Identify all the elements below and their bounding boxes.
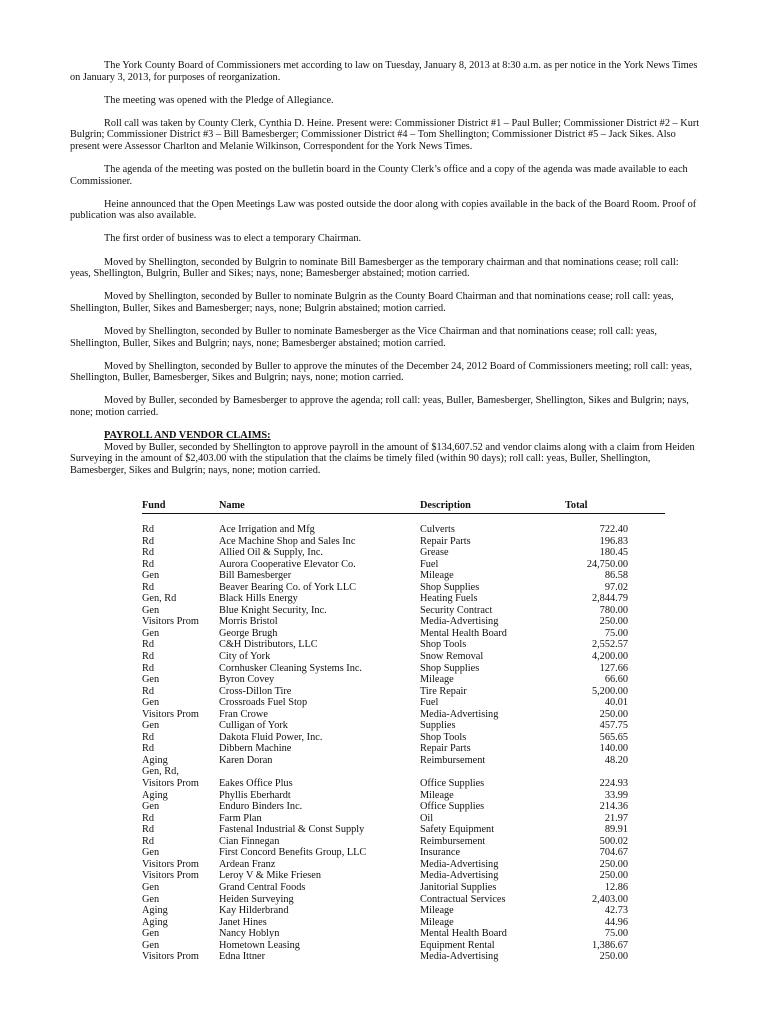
cell-fund: Visitors Prom [142, 778, 199, 790]
cell-description: Security Contract [420, 604, 493, 616]
cell-fund: Gen [142, 570, 160, 582]
cell-fund: Rd [142, 581, 155, 593]
cell-fund: Visitors Prom [142, 708, 199, 720]
cell-fund: Visitors Prom [142, 870, 199, 882]
cell-total: 75.00 [604, 627, 628, 639]
table-row [142, 709, 672, 721]
minutes-paragraph: Moved by Shellington, seconded by Buller to approve the minutes of the December 24, 2012 Board of Commissioners meeting; roll call: yeas, Shellington, Buller, Bamesberger, Sikes and Bulgrin; nays, none; motion carried. [70, 360, 692, 384]
cell-fund: Rd [142, 731, 155, 743]
cell-description: Reimbursement [420, 835, 486, 847]
table-row [142, 836, 672, 848]
table-row [142, 524, 672, 536]
cell-total: 2,403.00 [591, 893, 628, 905]
cell-total: 127.66 [599, 662, 628, 674]
table-row [142, 536, 672, 548]
table-row [142, 928, 672, 940]
cell-fund: Rd [142, 524, 155, 535]
cell-total: 140.00 [599, 743, 628, 755]
cell-description: Media-Advertising [420, 616, 499, 628]
cell-fund: Gen [142, 720, 160, 732]
minutes-paragraph: Moved by Shellington, seconded by Bulgrin to nominate Bill Bamesberger as the temporary chairman and that nominations cease; roll call: yeas, Shellington, Bulgrin, Buller and Sikes; nays, none; Bamesberger abstained; motion carried. [70, 256, 679, 280]
cell-name: Cross-Dillon Tire [219, 685, 292, 697]
cell-total: 4,200.00 [591, 651, 628, 663]
cell-description: Mileage [420, 916, 454, 928]
table-header [142, 500, 665, 514]
minutes-paragraph: Moved by Buller, seconded by Bamesberger to approve the agenda; roll call: yeas, Buller, Bamesberger, Shellington, Sikes and Bulgrin; nays, none; motion carried. [70, 395, 689, 418]
cell-total: 565.65 [599, 731, 628, 743]
cell-total: 42.73 [604, 905, 628, 917]
cell-fund: Aging [142, 916, 168, 928]
cell-name: Ardean Franz [219, 858, 276, 870]
header-description: Description [420, 500, 471, 511]
cell-description: Media-Advertising [420, 870, 499, 882]
cell-fund: Rd [142, 651, 155, 663]
cell-total: 457.75 [599, 720, 628, 732]
cell-description: Fuel [420, 697, 439, 709]
cell-total: 224.93 [599, 778, 628, 790]
table-row [142, 720, 672, 732]
cell-name: Farm Plan [219, 812, 262, 824]
cell-fund: Gen, Rd, [142, 766, 179, 778]
cell-total: 40.01 [604, 697, 628, 709]
minutes-body [70, 60, 702, 488]
cell-total: 44.96 [604, 916, 628, 928]
cell-name: City of York [219, 651, 271, 663]
cell-fund: Rd [142, 547, 155, 559]
table-row [142, 651, 672, 663]
minutes-paragraph: The meeting was opened with the Pledge of Allegiance. [104, 94, 334, 106]
minutes-paragraph: Heine announced that the Open Meetings Law was posted outside the door along with copies available in the back of the Board Room. Proof of publication was also available. [70, 198, 697, 222]
cell-fund: Aging [142, 789, 168, 801]
cell-fund: Gen [142, 604, 160, 616]
table-row [142, 559, 672, 571]
cell-name: Cian Finnegan [219, 835, 280, 847]
cell-total: 89.91 [604, 824, 628, 836]
header-name: Name [219, 500, 245, 511]
cell-total: 704.67 [599, 847, 628, 859]
cell-description: Grease [420, 547, 449, 559]
cell-fund: Rd [142, 662, 155, 674]
cell-fund: Gen [142, 801, 160, 813]
cell-fund: Rd [142, 685, 155, 697]
cell-description: Contractual Services [420, 893, 506, 905]
cell-total: 180.45 [599, 547, 628, 559]
cell-description: Janitorial Supplies [420, 881, 497, 893]
table-row [142, 790, 672, 802]
cell-name: Fran Crowe [219, 708, 268, 720]
cell-description: Mental Health Board [420, 928, 507, 940]
cell-name: Morris Bristol [219, 616, 278, 628]
cell-total: 2,552.57 [591, 639, 628, 651]
cell-fund: Gen [142, 881, 160, 893]
cell-name: George Brugh [219, 627, 278, 639]
cell-name: Beaver Bearing Co. of York LLC [219, 581, 356, 593]
cell-fund: Gen [142, 928, 160, 940]
cell-fund: Gen [142, 674, 160, 686]
table-row [142, 905, 672, 917]
cell-total: 250.00 [599, 616, 628, 628]
cell-description: Shop Supplies [420, 662, 480, 674]
cell-total: 250.00 [599, 858, 628, 870]
cell-description: Equipment Rental [420, 939, 495, 951]
cell-description: Shop Tools [420, 731, 467, 743]
cell-description: Repair Parts [420, 535, 471, 547]
cell-description: Media-Advertising [420, 708, 499, 720]
cell-name: Cornhusker Cleaning Systems Inc. [219, 662, 362, 674]
cell-total: 780.00 [599, 604, 628, 616]
cell-description: Oil [420, 812, 434, 824]
cell-description: Office Supplies [420, 778, 485, 790]
cell-description: Fuel [420, 558, 439, 570]
cell-total: 21.97 [604, 812, 628, 824]
table-row [142, 547, 672, 559]
cell-fund: Rd [142, 558, 155, 570]
cell-total: 250.00 [599, 951, 628, 963]
cell-total: 12.86 [604, 881, 628, 893]
table-row [142, 743, 672, 755]
cell-description: Safety Equipment [420, 824, 495, 836]
cell-total: 75.00 [604, 928, 628, 940]
table-row [142, 847, 672, 859]
table-row [142, 917, 672, 929]
table-row [142, 940, 672, 952]
cell-total: 86.58 [604, 570, 628, 582]
table-row [142, 686, 672, 698]
cell-description: Shop Tools [420, 639, 467, 651]
cell-fund: Gen [142, 939, 160, 951]
cell-name: C&H Distributors, LLC [219, 639, 318, 651]
cell-fund: Visitors Prom [142, 616, 199, 628]
cell-fund: Gen [142, 627, 160, 639]
minutes-paragraph: Moved by Shellington, seconded by Buller to nominate Bulgrin as the County Board Chairman and that nominations cease; roll call: yeas, Shellington, Buller, Sikes and Bamesberger; nays, none; Bulgrin abstained; motion carried. [70, 291, 674, 314]
table-row [142, 813, 672, 825]
cell-name: Enduro Binders Inc. [219, 801, 303, 813]
cell-fund: Rd [142, 835, 155, 847]
cell-name: Blue Knight Security, Inc. [219, 604, 327, 616]
cell-name: Grand Central Foods [219, 881, 306, 893]
cell-description: Mileage [420, 570, 454, 582]
table-row [142, 570, 672, 582]
cell-name: Phyllis Eberhardt [219, 789, 291, 801]
cell-fund: Rd [142, 639, 155, 651]
table-row [142, 628, 672, 640]
cell-total: 97.02 [604, 581, 628, 593]
cell-total: 196.83 [599, 535, 628, 547]
cell-description: Media-Advertising [420, 858, 499, 870]
cell-description: Media-Advertising [420, 951, 499, 963]
cell-total: 722.40 [599, 524, 628, 535]
cell-description: Tire Repair [420, 685, 467, 697]
cell-description: Mileage [420, 789, 454, 801]
cell-total: 214.36 [599, 801, 628, 813]
cell-name: Fastenal Industrial & Const Supply [219, 824, 365, 836]
table-row [142, 824, 672, 836]
cell-name: Black Hills Energy [219, 593, 298, 605]
table-row [142, 732, 672, 744]
table-row [142, 894, 672, 906]
cell-description: Repair Parts [420, 743, 471, 755]
cell-name: Byron Covey [219, 674, 275, 686]
table-row [142, 882, 672, 894]
cell-name: Hometown Leasing [219, 939, 300, 951]
cell-description: Insurance [420, 847, 461, 859]
cell-total: 1,386.67 [591, 939, 628, 951]
table-row [142, 778, 672, 790]
cell-fund: Visitors Prom [142, 951, 199, 963]
header-total: Total [565, 500, 588, 511]
table-row [142, 755, 672, 767]
cell-total: 66.60 [604, 674, 628, 686]
cell-fund: Rd [142, 743, 155, 755]
table-row [142, 674, 672, 686]
cell-total: 2,844.79 [591, 593, 628, 605]
table-row [142, 663, 672, 675]
vendor-claims-table [142, 500, 672, 963]
cell-fund: Aging [142, 905, 168, 917]
table-row [142, 951, 672, 963]
table-row [142, 582, 672, 594]
cell-name: Aurora Cooperative Elevator Co. [219, 558, 356, 570]
cell-fund: Visitors Prom [142, 858, 199, 870]
table-row [142, 766, 672, 778]
cell-name: Edna Ittner [219, 951, 266, 963]
cell-name: Janet Hines [219, 916, 267, 928]
table-row [142, 616, 672, 628]
cell-fund: Rd [142, 812, 155, 824]
minutes-paragraph: The first order of business was to elect a temporary Chairman. [104, 233, 362, 245]
cell-name: Bill Bamesberger [219, 570, 292, 582]
cell-description: Office Supplies [420, 801, 485, 813]
cell-description: Supplies [420, 720, 456, 732]
cell-name: Leroy V & Mike Friesen [219, 870, 322, 882]
minutes-paragraph: Moved by Shellington, seconded by Buller to nominate Bamesberger as the Vice Chairman and that nominations cease; roll call: yeas, Shellington, Buller, Sikes and Bulgrin; nays, none; Bamesberger abstained; motion carried. [70, 325, 657, 349]
table-row [142, 605, 672, 617]
cell-name: Crossroads Fuel Stop [219, 697, 308, 709]
cell-name: First Concord Benefits Group, LLC [219, 847, 367, 859]
cell-description: Shop Supplies [420, 581, 480, 593]
cell-name: Eakes Office Plus [219, 778, 293, 790]
cell-name: Dakota Fluid Power, Inc. [219, 731, 323, 743]
cell-fund: Aging [142, 754, 168, 766]
minutes-paragraph: The York County Board of Commissioners met according to law on Tuesday, January 8, 2013 at 8:30 a.m. as per notice in the York News Times on January 3, 2013, for purposes of reorganization. [70, 60, 698, 83]
cell-fund: Gen [142, 893, 160, 905]
table-row [142, 639, 672, 651]
table-row [142, 593, 672, 605]
cell-description: Mileage [420, 674, 454, 686]
table-row [142, 697, 672, 709]
minutes-paragraph: Roll call was taken by County Clerk, Cynthia D. Heine. Present were: Commissioner District #1 – Paul Buller; Commissioner District #2 – Kurt Bulgrin; Commissioner District #3 – Bill Bamesberger; Commissioner District #4 – Tom Shellington; Commissioner District #5 – Jack Sikes. Also present were Assessor Charlton and Melanie Wilkinson, Correspondent for the York News Times. [70, 117, 700, 152]
section-heading: PAYROLL AND VENDOR CLAIMS: [104, 429, 271, 441]
cell-name: Heiden Surveying [219, 893, 294, 905]
cell-description: Snow Removal [420, 651, 484, 663]
cell-fund: Gen [142, 847, 160, 859]
minutes-paragraph: The agenda of the meeting was posted on the bulletin board in the County Clerk’s office and a copy of the agenda was made available to each Commissioner. [70, 164, 688, 187]
cell-description: Reimbursement [420, 754, 486, 766]
table-row [142, 870, 672, 882]
cell-fund: Rd [142, 824, 155, 836]
cell-total: 48.20 [604, 754, 628, 766]
cell-name: Nancy Hoblyn [219, 928, 280, 940]
cell-fund: Gen [142, 697, 160, 709]
cell-name: Karen Doran [219, 754, 273, 766]
cell-total: 250.00 [599, 870, 628, 882]
cell-name: Kay Hilderbrand [219, 905, 289, 917]
cell-fund: Rd [142, 535, 155, 547]
cell-name: Dibbern Machine [219, 743, 292, 755]
cell-total: 5,200.00 [591, 685, 628, 697]
cell-total: 24,750.00 [586, 558, 628, 570]
cell-fund: Gen, Rd [142, 593, 177, 605]
minutes-paragraph: Moved by Buller, seconded by Shellington to approve payroll in the amount of $134,607.52 and vendor claims along with a claim from Heiden Surveying in the amount of $2,403.00 with the stipulation that the claims be timely filed (within 90 days); roll call: yeas, Buller, Shellington, Bamesberger, Sikes and Bulgrin; nays, none; motion carried. [70, 441, 695, 476]
cell-description: Heating Fuels [420, 593, 478, 605]
cell-description: Mental Health Board [420, 627, 507, 639]
table-body [142, 524, 672, 963]
cell-description: Culverts [420, 524, 455, 535]
cell-total: 250.00 [599, 708, 628, 720]
cell-name: Ace Irrigation and Mfg [219, 524, 315, 535]
cell-total: 500.02 [599, 835, 628, 847]
table-row [142, 859, 672, 871]
cell-description: Mileage [420, 905, 454, 917]
header-fund: Fund [142, 500, 166, 511]
cell-name: Culligan of York [219, 720, 288, 732]
cell-name: Ace Machine Shop and Sales Inc [219, 535, 356, 547]
table-row [142, 801, 672, 813]
cell-name: Allied Oil & Supply, Inc. [219, 547, 324, 559]
cell-total: 33.99 [604, 789, 628, 801]
